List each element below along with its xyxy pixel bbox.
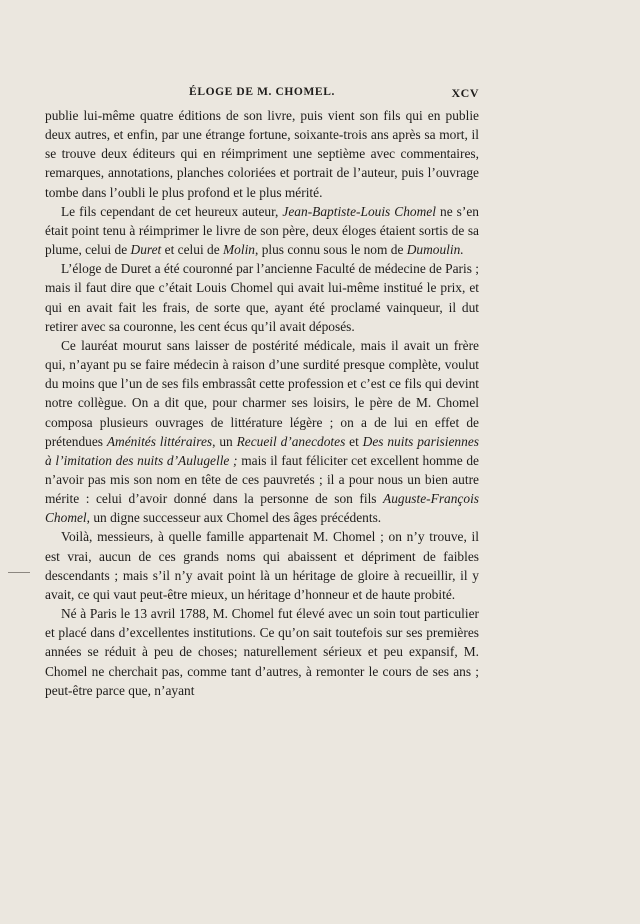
text-run: Ce lauréat mourut sans laisser de postérité médicale, mais il avait un frère qui, n’ayant pu se faire médecin à raison d’une surdité presque complète, voulut du moins que l’un de ses fils embrassât cette profession et c’est ce fils qui devint notre collègue. On a dit que, pour charmer ses loisirs, le père de M. Chomel composa plusieurs ouvrages de littérature légère ; on a de lui en effet de prétendues bbox=[45, 337, 479, 449]
text-run: , un digne successeur aux Chomel des âges précédents. bbox=[86, 510, 382, 526]
italic-run: Recueil d’anecdotes bbox=[236, 433, 346, 449]
text-run: mais il faut féliciter cet excellent homme de n’avoir pas mis son nom en tête de ces pauvretés ; il a pour nous un bien autre mérite : celui d’avoir donné dans la personne de son fils bbox=[45, 452, 479, 507]
paragraph-5 bbox=[45, 527, 479, 604]
text-run: Voilà, messieurs, à quelle famille appartenait M. Chomel ; on n’y trouve, il est vrai, aucun de ces grands noms qui abaissent et dépriment de faibles descendants ; mais s’il n’y avait point là un héritage de gloire à recueillir, il y avait, ce qui vaut peut-être mieux, un héritage d’honneur et de haute probité. bbox=[45, 529, 479, 602]
page-number: XCV bbox=[451, 86, 479, 100]
italic-run: Duret bbox=[130, 242, 162, 258]
text-run: , plus connu sous le nom de bbox=[255, 242, 407, 258]
italic-run: Molin bbox=[223, 242, 255, 258]
italic-run: Aménités littéraires bbox=[106, 433, 213, 449]
italic-run: Jean-Baptiste-Louis Chomel bbox=[282, 203, 436, 219]
text-run: Le fils cependant de cet heureux auteur, bbox=[61, 203, 283, 219]
text-run: Né à Paris le 13 avril 1788, M. Chomel fut élevé avec un soin tout particulier et placé dans d’excellentes institutions. Ce qu’on sait toutefois sur ses premières années se réduit à peu de choses; naturellement sérieux et peu expansif, M. Chomel ne cherchait pas, comme tant d’autres, à remonter le cours de ses ans ; peut-être parce que, n’ayant bbox=[45, 606, 479, 698]
text-run: ne s’en était point tenu à réimprimer le livre de son père, deux éloges étaient sortis de sa plume, celui de bbox=[45, 203, 479, 258]
paragraph-2 bbox=[45, 202, 479, 259]
paragraph-1 bbox=[45, 106, 479, 202]
italic-run: Des nuits parisiennes à l’imitation des nuits d’Aulugelle ; bbox=[45, 433, 479, 468]
text-run: L’éloge de Duret a été couronné par l’ancienne Faculté de médecine de Paris ; mais il faut dire que c’était Louis Chomel qui avait lui-même institué le prix, et qui en avait fait les frais, de sorte que, ayant été proclamé vainqueur, il dut retirer avec sa couronne, les cent écus qu’il avait déposés. bbox=[45, 261, 479, 334]
paragraph-4 bbox=[45, 336, 479, 528]
italic-run: Dumoulin. bbox=[406, 242, 464, 258]
italic-run: Auguste-François Chomel bbox=[45, 491, 479, 526]
running-title: ÉLOGE DE M. CHOMEL. bbox=[189, 86, 335, 98]
text-run: et bbox=[345, 433, 363, 449]
running-head bbox=[45, 86, 479, 102]
text-run: , un bbox=[212, 433, 237, 449]
paragraph-6 bbox=[45, 604, 479, 700]
margin-mark bbox=[8, 572, 30, 573]
paragraph-3 bbox=[45, 259, 479, 336]
body-text bbox=[45, 106, 479, 700]
text-run: publie lui-même quatre éditions de son livre, puis vient son fils qui en publie deux autres, et enfin, par une étrange fortune, soixante-trois ans après sa mort, il se trouve deux éditeurs qui en réimpriment une septième avec commentaires, remarques, annotations, planches coloriées et portrait de l’auteur, puis l’ouvrage tombe dans l’oubli le plus profond et le plus mérité. bbox=[45, 108, 479, 200]
text-run: et celui de bbox=[161, 242, 223, 258]
